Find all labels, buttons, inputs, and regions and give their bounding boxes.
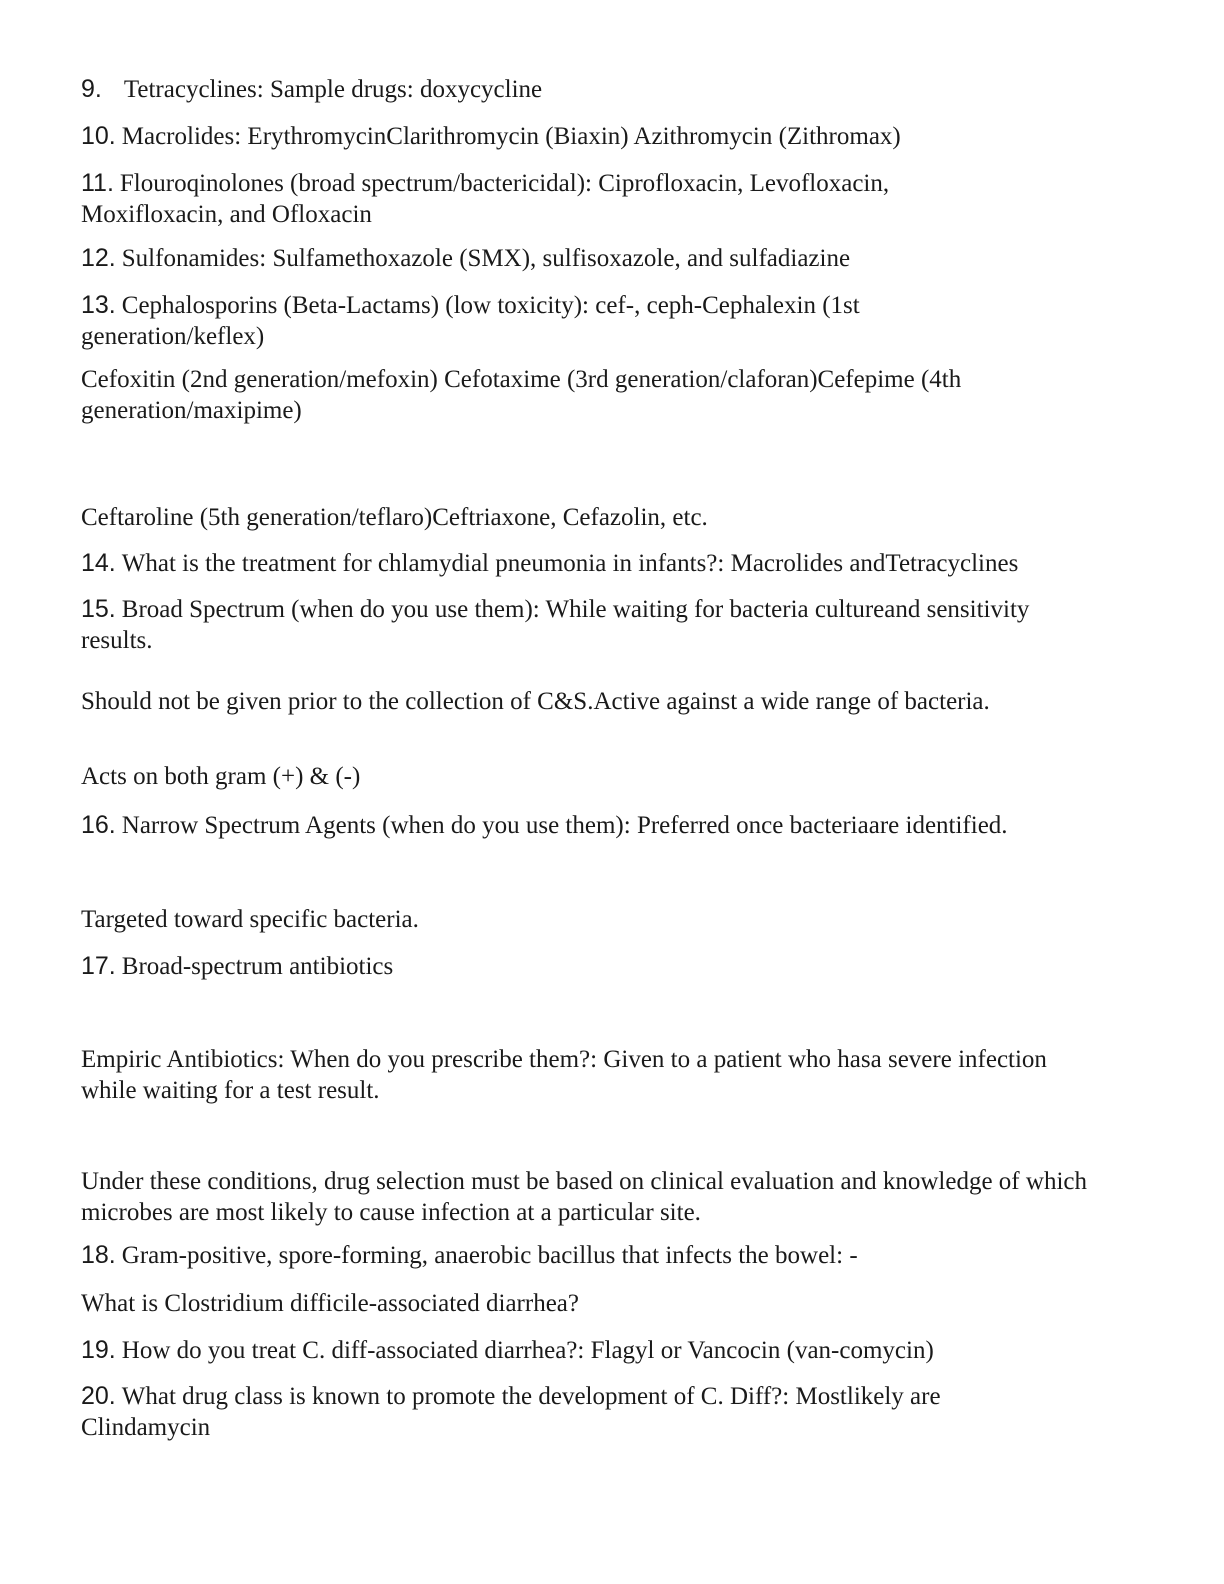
list-item (81, 1335, 1151, 1366)
list-item (81, 243, 1151, 274)
list-item (81, 594, 1041, 656)
paragraph (81, 686, 1151, 717)
item-number: 16. (81, 811, 116, 839)
paragraph (81, 502, 1151, 533)
item-number: 13. (81, 291, 116, 319)
list-item (81, 74, 1151, 105)
item-number: 18. (81, 1241, 116, 1269)
item-text: Narrow Spectrum Agents (when do you use them): Preferred once bacteriaare identified. (121, 812, 1008, 839)
list-item (81, 1381, 1061, 1443)
item-number: 11. (81, 169, 114, 197)
item-text: Macrolides: ErythromycinClarithromycin (Biaxin) Azithromycin (Zithromax) (121, 123, 901, 150)
item-text: Gram-positive, spore-forming, anaerobic bacillus that infects the bowel: - (121, 1242, 858, 1269)
item-text: What is Clostridium difficile-associated diarrhea? (81, 1290, 579, 1317)
list-item (81, 290, 981, 352)
item-text: Should not be given prior to the collection of C&S.Active against a wide range of bacteria. (81, 688, 990, 715)
item-text: Broad Spectrum (when do you use them): While waiting for bacteria cultureand sensitivity results. (81, 596, 1030, 654)
list-item (81, 951, 1151, 982)
item-text: Broad-spectrum antibiotics (121, 953, 394, 980)
item-number: 20. (81, 1382, 116, 1410)
item-text: Sulfonamides: Sulfamethoxazole (SMX), sulfisoxazole, and sulfadiazine (121, 245, 851, 272)
item-text: Tetracyclines: Sample drugs: doxycycline (123, 76, 543, 103)
item-number: 17. (81, 952, 116, 980)
list-item (81, 168, 1021, 230)
item-number: 12. (81, 244, 116, 272)
item-text: Cefoxitin (2nd generation/mefoxin) Cefotaxime (3rd generation/claforan)Cefepime (4th generation/maxipime) (81, 366, 962, 424)
paragraph (81, 904, 1151, 935)
list-item (81, 1240, 1151, 1271)
item-number: 9. (81, 75, 102, 103)
paragraph (81, 761, 1151, 792)
list-item (81, 121, 1151, 152)
item-number: 15. (81, 595, 116, 623)
item-number: 10. (81, 122, 116, 150)
paragraph (81, 364, 1071, 426)
list-item (81, 548, 1151, 579)
item-text: Targeted toward specific bacteria. (81, 906, 419, 933)
item-text: Empiric Antibiotics: When do you prescribe them?: Given to a patient who hasa severe infection while waiting for a test result. (81, 1046, 1047, 1104)
item-text: What drug class is known to promote the development of C. Diff?: Mostlikely are Clindamycin (81, 1383, 941, 1441)
item-text: Under these conditions, drug selection must be based on clinical evaluation and knowledge of which microbes are most likely to cause infection at a particular site. (81, 1168, 1087, 1226)
item-text: What is the treatment for chlamydial pneumonia in infants?: Macrolides andTetracyclines (121, 550, 1019, 577)
list-item (81, 810, 1151, 841)
item-text: Ceftaroline (5th generation/teflaro)Ceftriaxone, Cefazolin, etc. (81, 504, 708, 531)
item-text: Acts on both gram (+) & (-) (81, 763, 361, 790)
paragraph (81, 1044, 1061, 1106)
item-number: 14. (81, 549, 116, 577)
item-number: 19. (81, 1336, 116, 1364)
paragraph (81, 1288, 1151, 1319)
paragraph (81, 1166, 1141, 1228)
item-text: Cephalosporins (Beta-Lactams) (low toxicity): cef-, ceph-Cephalexin (1st generation/keflex) (81, 292, 860, 350)
item-text: How do you treat C. diff-associated diarrhea?: Flagyl or Vancocin (van-comycin) (121, 1337, 934, 1364)
item-text: Flouroqinolones (broad spectrum/bactericidal): Ciprofloxacin, Levofloxacin, Moxifloxacin, and Ofloxacin (81, 170, 890, 228)
